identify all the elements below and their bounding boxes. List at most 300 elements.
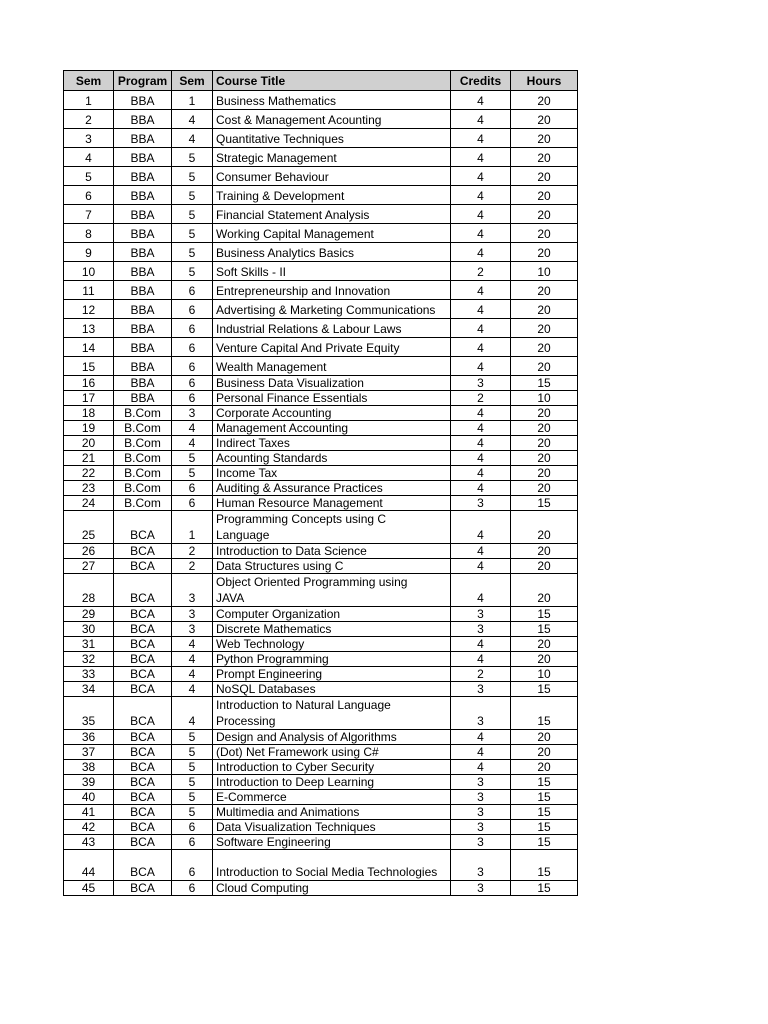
row-number: 25 [64, 511, 114, 544]
credits-cell: 4 [451, 637, 511, 652]
program-cell: BCA [114, 559, 172, 574]
credits-cell: 2 [451, 667, 511, 682]
table-row [64, 881, 578, 896]
row-number: 9 [64, 243, 114, 262]
hours-cell: 20 [511, 652, 578, 667]
hours-cell: 20 [511, 281, 578, 300]
header-hours: Hours [511, 71, 578, 91]
course-title-cell: Introduction to Deep Learning [213, 775, 451, 790]
program-cell: BBA [114, 167, 172, 186]
table-row [64, 559, 578, 574]
row-number: 26 [64, 544, 114, 559]
hours-cell: 15 [511, 805, 578, 820]
hours-cell: 20 [511, 544, 578, 559]
header-row [64, 71, 578, 91]
course-title-cell: Introduction to Social Media Technologies [213, 850, 451, 881]
table-row [64, 637, 578, 652]
credits-cell: 4 [451, 421, 511, 436]
hours-cell: 20 [511, 110, 578, 129]
sem-cell: 5 [172, 730, 213, 745]
table-row [64, 186, 578, 205]
program-cell: BBA [114, 129, 172, 148]
hours-cell: 20 [511, 559, 578, 574]
credits-cell: 4 [451, 652, 511, 667]
course-title-cell: Multimedia and Animations [213, 805, 451, 820]
row-number: 24 [64, 496, 114, 511]
program-cell: BCA [114, 511, 172, 544]
hours-cell: 20 [511, 745, 578, 760]
credits-cell: 2 [451, 391, 511, 406]
sem-cell: 4 [172, 652, 213, 667]
program-cell: BCA [114, 574, 172, 607]
credits-cell: 4 [451, 167, 511, 186]
credits-cell: 3 [451, 775, 511, 790]
course-title-cell: Introduction to Cyber Security [213, 760, 451, 775]
course-title-cell: Auditing & Assurance Practices [213, 481, 451, 496]
row-number: 17 [64, 391, 114, 406]
row-number: 20 [64, 436, 114, 451]
hours-cell: 20 [511, 205, 578, 224]
table-row [64, 300, 578, 319]
credits-cell: 3 [451, 376, 511, 391]
credits-cell: 4 [451, 760, 511, 775]
table-row [64, 205, 578, 224]
credits-cell: 4 [451, 544, 511, 559]
row-number: 3 [64, 129, 114, 148]
course-title-cell: Python Programming [213, 652, 451, 667]
sem-cell: 5 [172, 775, 213, 790]
credits-cell: 4 [451, 481, 511, 496]
program-cell: BBA [114, 110, 172, 129]
sem-cell: 3 [172, 574, 213, 607]
table-row [64, 745, 578, 760]
hours-cell: 20 [511, 243, 578, 262]
table-row [64, 421, 578, 436]
sem-cell: 1 [172, 511, 213, 544]
hours-cell: 15 [511, 607, 578, 622]
sem-cell: 6 [172, 391, 213, 406]
program-cell: BBA [114, 391, 172, 406]
program-cell: BBA [114, 224, 172, 243]
hours-cell: 20 [511, 186, 578, 205]
row-number: 28 [64, 574, 114, 607]
program-cell: B.Com [114, 481, 172, 496]
credits-cell: 4 [451, 300, 511, 319]
row-number: 7 [64, 205, 114, 224]
credits-cell: 4 [451, 436, 511, 451]
credits-cell: 3 [451, 835, 511, 850]
credits-cell: 4 [451, 148, 511, 167]
program-cell: BCA [114, 607, 172, 622]
program-cell: B.Com [114, 406, 172, 421]
course-title-cell: E-Commerce [213, 790, 451, 805]
hours-cell: 20 [511, 167, 578, 186]
program-cell: BCA [114, 730, 172, 745]
table-row [64, 622, 578, 637]
row-number: 11 [64, 281, 114, 300]
sem-cell: 4 [172, 421, 213, 436]
row-number: 38 [64, 760, 114, 775]
sem-cell: 6 [172, 376, 213, 391]
credits-cell: 3 [451, 496, 511, 511]
credits-cell: 4 [451, 451, 511, 466]
hours-cell: 20 [511, 129, 578, 148]
credits-cell: 4 [451, 243, 511, 262]
course-title-cell: Training & Development [213, 186, 451, 205]
hours-cell: 20 [511, 421, 578, 436]
header-credits: Credits [451, 71, 511, 91]
row-number: 30 [64, 622, 114, 637]
program-cell: BCA [114, 881, 172, 896]
program-cell: BCA [114, 652, 172, 667]
sem-cell: 6 [172, 281, 213, 300]
credits-cell: 4 [451, 224, 511, 243]
credits-cell: 4 [451, 559, 511, 574]
table-row [64, 436, 578, 451]
table-row [64, 511, 578, 544]
hours-cell: 10 [511, 667, 578, 682]
program-cell: BCA [114, 697, 172, 730]
table-body [64, 91, 578, 896]
course-title-cell: Strategic Management [213, 148, 451, 167]
credits-cell: 4 [451, 406, 511, 421]
course-title-cell: Business Data Visualization [213, 376, 451, 391]
program-cell: BCA [114, 850, 172, 881]
hours-cell: 15 [511, 622, 578, 637]
program-cell: B.Com [114, 496, 172, 511]
table-row [64, 466, 578, 481]
course-title-cell: Soft Skills - II [213, 262, 451, 281]
row-number: 42 [64, 820, 114, 835]
sem-cell: 6 [172, 338, 213, 357]
course-title-cell: Quantitative Techniques [213, 129, 451, 148]
hours-cell: 20 [511, 574, 578, 607]
row-number: 22 [64, 466, 114, 481]
sem-cell: 4 [172, 637, 213, 652]
sem-cell: 6 [172, 357, 213, 376]
header-program: Program [114, 71, 172, 91]
program-cell: BBA [114, 281, 172, 300]
sem-cell: 5 [172, 790, 213, 805]
sem-cell: 5 [172, 745, 213, 760]
table-row [64, 110, 578, 129]
table-row [64, 224, 578, 243]
program-cell: BBA [114, 376, 172, 391]
table-row [64, 835, 578, 850]
credits-cell: 3 [451, 622, 511, 637]
sem-cell: 6 [172, 835, 213, 850]
program-cell: BBA [114, 300, 172, 319]
header-course-title: Course Title [213, 71, 451, 91]
table-row [64, 376, 578, 391]
row-number: 33 [64, 667, 114, 682]
row-number: 5 [64, 167, 114, 186]
sem-cell: 4 [172, 697, 213, 730]
table-row [64, 682, 578, 697]
course-title-cell: (Dot) Net Framework using C# [213, 745, 451, 760]
credits-cell: 4 [451, 511, 511, 544]
row-number: 41 [64, 805, 114, 820]
sem-cell: 5 [172, 760, 213, 775]
table-row [64, 730, 578, 745]
course-title-cell: Cloud Computing [213, 881, 451, 896]
program-cell: BCA [114, 805, 172, 820]
sem-cell: 4 [172, 436, 213, 451]
hours-cell: 20 [511, 451, 578, 466]
table-row [64, 262, 578, 281]
table-row [64, 850, 578, 881]
sem-cell: 2 [172, 544, 213, 559]
hours-cell: 15 [511, 775, 578, 790]
sem-cell: 3 [172, 607, 213, 622]
row-number: 23 [64, 481, 114, 496]
row-number: 13 [64, 319, 114, 338]
sem-cell: 4 [172, 667, 213, 682]
table-row [64, 91, 578, 110]
program-cell: BCA [114, 745, 172, 760]
program-cell: BCA [114, 622, 172, 637]
course-title-cell: Income Tax [213, 466, 451, 481]
hours-cell: 20 [511, 466, 578, 481]
program-cell: BBA [114, 243, 172, 262]
program-cell: B.Com [114, 466, 172, 481]
program-cell: BBA [114, 319, 172, 338]
hours-cell: 20 [511, 436, 578, 451]
course-title-cell: Business Analytics Basics [213, 243, 451, 262]
hours-cell: 15 [511, 496, 578, 511]
course-title-cell: Web Technology [213, 637, 451, 652]
sem-cell: 3 [172, 406, 213, 421]
credits-cell: 4 [451, 574, 511, 607]
sem-cell: 5 [172, 805, 213, 820]
hours-cell: 15 [511, 881, 578, 896]
sem-cell: 4 [172, 110, 213, 129]
credits-cell: 4 [451, 110, 511, 129]
program-cell: BCA [114, 790, 172, 805]
table-row [64, 496, 578, 511]
row-number: 4 [64, 148, 114, 167]
table-row [64, 820, 578, 835]
header-sem: Sem [172, 71, 213, 91]
table-row [64, 129, 578, 148]
credits-cell: 4 [451, 281, 511, 300]
row-number: 39 [64, 775, 114, 790]
header-sem-no: Sem [64, 71, 114, 91]
table-row [64, 167, 578, 186]
hours-cell: 15 [511, 850, 578, 881]
credits-cell: 4 [451, 129, 511, 148]
program-cell: BCA [114, 682, 172, 697]
table-row [64, 243, 578, 262]
sem-cell: 6 [172, 319, 213, 338]
row-number: 37 [64, 745, 114, 760]
sem-cell: 6 [172, 481, 213, 496]
sem-cell: 5 [172, 186, 213, 205]
credits-cell: 3 [451, 607, 511, 622]
table-row [64, 406, 578, 421]
table-header [64, 71, 578, 91]
hours-cell: 15 [511, 820, 578, 835]
table-row [64, 607, 578, 622]
credits-cell: 3 [451, 790, 511, 805]
program-cell: B.Com [114, 421, 172, 436]
table-row [64, 775, 578, 790]
row-number: 1 [64, 91, 114, 110]
row-number: 43 [64, 835, 114, 850]
table-row [64, 760, 578, 775]
row-number: 29 [64, 607, 114, 622]
course-title-cell: Data Visualization Techniques [213, 820, 451, 835]
row-number: 35 [64, 697, 114, 730]
hours-cell: 15 [511, 835, 578, 850]
credits-cell: 3 [451, 805, 511, 820]
credits-cell: 3 [451, 697, 511, 730]
sem-cell: 6 [172, 820, 213, 835]
sem-cell: 4 [172, 129, 213, 148]
program-cell: BBA [114, 338, 172, 357]
program-cell: BCA [114, 637, 172, 652]
program-cell: BCA [114, 775, 172, 790]
sem-cell: 5 [172, 243, 213, 262]
course-title-cell: Introduction to Natural Language Processing [213, 697, 451, 730]
course-title-cell: Design and Analysis of Algorithms [213, 730, 451, 745]
course-title-cell: Prompt Engineering [213, 667, 451, 682]
table-row [64, 319, 578, 338]
course-title-cell: Venture Capital And Private Equity [213, 338, 451, 357]
course-title-cell: Management Accounting [213, 421, 451, 436]
row-number: 18 [64, 406, 114, 421]
hours-cell: 20 [511, 91, 578, 110]
hours-cell: 20 [511, 148, 578, 167]
program-cell: BBA [114, 357, 172, 376]
course-title-cell: Object Oriented Programming using JAVA [213, 574, 451, 607]
course-title-cell: Entrepreneurship and Innovation [213, 281, 451, 300]
sem-cell: 5 [172, 466, 213, 481]
hours-cell: 20 [511, 637, 578, 652]
row-number: 27 [64, 559, 114, 574]
table-row [64, 357, 578, 376]
hours-cell: 15 [511, 376, 578, 391]
hours-cell: 15 [511, 682, 578, 697]
sem-cell: 2 [172, 559, 213, 574]
row-number: 34 [64, 682, 114, 697]
table-row [64, 391, 578, 406]
hours-cell: 20 [511, 300, 578, 319]
row-number: 45 [64, 881, 114, 896]
table-row [64, 574, 578, 607]
row-number: 36 [64, 730, 114, 745]
sem-cell: 6 [172, 300, 213, 319]
course-title-cell: Industrial Relations & Labour Laws [213, 319, 451, 338]
sem-cell: 6 [172, 850, 213, 881]
row-number: 44 [64, 850, 114, 881]
course-title-cell: Discrete Mathematics [213, 622, 451, 637]
sem-cell: 4 [172, 682, 213, 697]
sem-cell: 5 [172, 451, 213, 466]
table-row [64, 281, 578, 300]
hours-cell: 20 [511, 357, 578, 376]
row-number: 15 [64, 357, 114, 376]
row-number: 16 [64, 376, 114, 391]
course-title-cell: Human Resource Management [213, 496, 451, 511]
course-title-cell: Advertising & Marketing Communications [213, 300, 451, 319]
course-title-cell: Acounting Standards [213, 451, 451, 466]
course-title-cell: NoSQL Databases [213, 682, 451, 697]
row-number: 32 [64, 652, 114, 667]
course-title-cell: Computer Organization [213, 607, 451, 622]
credits-cell: 2 [451, 262, 511, 281]
row-number: 40 [64, 790, 114, 805]
course-title-cell: Business Mathematics [213, 91, 451, 110]
hours-cell: 20 [511, 760, 578, 775]
sem-cell: 5 [172, 148, 213, 167]
credits-cell: 4 [451, 730, 511, 745]
course-title-cell: Introduction to Data Science [213, 544, 451, 559]
hours-cell: 20 [511, 319, 578, 338]
course-title-cell: Personal Finance Essentials [213, 391, 451, 406]
sem-cell: 5 [172, 224, 213, 243]
credits-cell: 3 [451, 850, 511, 881]
table-row [64, 451, 578, 466]
program-cell: B.Com [114, 451, 172, 466]
credits-cell: 3 [451, 682, 511, 697]
course-title-cell: Working Capital Management [213, 224, 451, 243]
course-title-cell: Corporate Accounting [213, 406, 451, 421]
row-number: 31 [64, 637, 114, 652]
sem-cell: 5 [172, 167, 213, 186]
table-row [64, 481, 578, 496]
program-cell: BCA [114, 820, 172, 835]
sem-cell: 1 [172, 91, 213, 110]
program-cell: BBA [114, 91, 172, 110]
program-cell: BBA [114, 205, 172, 224]
table-row [64, 697, 578, 730]
credits-cell: 4 [451, 745, 511, 760]
row-number: 14 [64, 338, 114, 357]
sem-cell: 6 [172, 881, 213, 896]
course-title-cell: Software Engineering [213, 835, 451, 850]
table-row [64, 544, 578, 559]
course-title-cell: Programming Concepts using C Language [213, 511, 451, 544]
program-cell: BBA [114, 148, 172, 167]
course-title-cell: Data Structures using C [213, 559, 451, 574]
hours-cell: 20 [511, 224, 578, 243]
hours-cell: 10 [511, 262, 578, 281]
credits-cell: 4 [451, 91, 511, 110]
row-number: 8 [64, 224, 114, 243]
table-row [64, 790, 578, 805]
row-number: 2 [64, 110, 114, 129]
program-cell: B.Com [114, 436, 172, 451]
course-title-cell: Cost & Management Acounting [213, 110, 451, 129]
table-row [64, 148, 578, 167]
table-row [64, 652, 578, 667]
course-title-cell: Consumer Behaviour [213, 167, 451, 186]
table-row [64, 667, 578, 682]
course-title-cell: Financial Statement Analysis [213, 205, 451, 224]
program-cell: BBA [114, 186, 172, 205]
credits-cell: 3 [451, 881, 511, 896]
credits-cell: 4 [451, 319, 511, 338]
hours-cell: 10 [511, 391, 578, 406]
credits-cell: 4 [451, 357, 511, 376]
program-cell: BCA [114, 760, 172, 775]
table-row [64, 805, 578, 820]
sem-cell: 5 [172, 262, 213, 281]
hours-cell: 20 [511, 730, 578, 745]
hours-cell: 15 [511, 697, 578, 730]
program-cell: BCA [114, 835, 172, 850]
